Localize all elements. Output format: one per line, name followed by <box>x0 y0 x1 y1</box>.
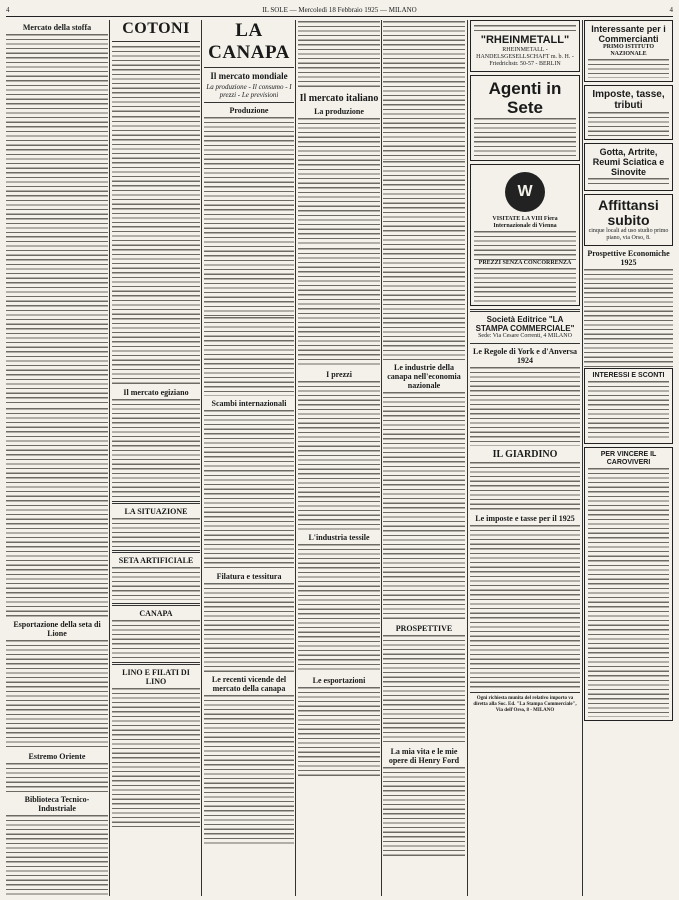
section-heading: Biblioteca Tecnico-Industriale <box>24 795 90 813</box>
article-text <box>298 20 380 90</box>
article-text <box>6 33 108 233</box>
ad-title: VISITATE LA VIII Fiera Internazionale di Vienna <box>492 216 558 229</box>
section-heading: CANAPA <box>139 609 173 618</box>
ad-title: Interessante per i Commercianti <box>591 24 666 44</box>
section-heading: Le industrie della canapa nell'economia nazionale <box>387 363 461 390</box>
column-3 <box>204 20 294 896</box>
article-text <box>298 543 380 673</box>
ad-subtitle: PRIMO ISTITUTO NAZIONALE <box>602 44 655 57</box>
book-title: IL GIARDINO <box>492 449 558 460</box>
market-report <box>112 398 200 498</box>
section-title: LA CANAPA <box>208 20 290 63</box>
section-heading: Il mercato egiziano <box>123 388 189 397</box>
article-text <box>298 380 380 530</box>
fair-logo: W <box>505 172 545 212</box>
section-heading: LA SITUAZIONE <box>124 507 188 516</box>
price-table <box>112 45 200 115</box>
article-text <box>298 117 380 247</box>
section-heading: Le esportazioni <box>312 676 366 685</box>
article-text <box>383 160 465 360</box>
section-title: COTONI <box>122 20 190 37</box>
ad-title: "RHEINMETALL" <box>480 34 570 46</box>
article-text <box>204 582 294 672</box>
ad-title: INTERESSI E SCONTI <box>592 372 665 379</box>
advertisement <box>584 447 673 721</box>
ad-subtitle: PREZZI SENZA CONCORRENZA <box>478 260 572 266</box>
advertisement <box>470 75 580 161</box>
column-5 <box>383 20 465 896</box>
article-text <box>383 391 465 621</box>
page-number: 4 <box>6 6 10 14</box>
section-heading: L'industria tessile <box>308 533 370 542</box>
advertisement <box>584 20 673 82</box>
article-text <box>298 686 380 776</box>
order-notice: Ogni richiesta munita del relativo importo va diretta alla Soc. Ed. "La Stampa Commerciale", Via dell'Orso, 8 - MILANO <box>473 696 577 713</box>
publisher-address: Sede: Via Cesare Correnti, 4 MILANO <box>478 333 572 339</box>
column-rule <box>295 20 296 896</box>
price-table <box>112 115 200 225</box>
ad-subtitle: RHEINMETALL - HANDELSGESELLSCHAFT m. b. H. - Friedrichstr. 50-57 - BERLIN <box>476 47 574 67</box>
statistics-table <box>204 469 294 569</box>
newspaper-page <box>6 4 673 896</box>
statistics-table <box>6 639 108 749</box>
market-report <box>112 687 200 827</box>
section-heading: Le recenti vicende del mercato della canapa <box>211 675 287 693</box>
article-text <box>6 407 108 617</box>
market-report <box>112 225 200 385</box>
column-rule <box>381 20 382 896</box>
section-heading: Estremo Oriente <box>28 752 86 761</box>
book-title: Le Regole di York e d'Anversa 1924 <box>473 347 577 365</box>
section-heading: LINO E FILATI DI LINO <box>122 668 190 686</box>
book-description <box>470 461 580 511</box>
column-rule <box>582 20 583 896</box>
ad-subtitle: cinque locali ad uso studio primo piano, via Orso, 8. <box>588 228 669 241</box>
column-7 <box>584 20 673 896</box>
article-text <box>298 307 380 367</box>
article-title: Mercato della stoffa <box>22 23 92 32</box>
statistics-table <box>383 80 465 160</box>
ad-title: Imposte, tasse, tributi <box>592 89 665 111</box>
column-rule <box>109 20 110 896</box>
statistics-table <box>6 235 108 405</box>
section-heading: La produzione <box>314 107 364 116</box>
column-rule <box>201 20 202 896</box>
book-description <box>470 366 580 446</box>
advertisement <box>470 20 580 72</box>
column-6 <box>470 20 580 896</box>
section-heading: I prezzi <box>326 370 352 379</box>
article-text <box>383 634 465 744</box>
article-text <box>204 116 294 316</box>
article-text <box>383 20 465 80</box>
article-title: Il mercato italiano <box>299 93 379 104</box>
article-text <box>204 694 294 844</box>
advertisement <box>584 194 673 246</box>
advertisement <box>584 143 673 191</box>
paper-title: IL SOLE — Mercoledì 18 Febbraio 1925 — MILANO <box>262 6 417 14</box>
ad-title: Agenti in Sete <box>488 79 562 117</box>
article-kicker: La produzione - Il consumo - I prezzi - Le previsioni <box>206 83 292 99</box>
article-title: Il mercato mondiale <box>210 71 288 81</box>
column-rule <box>467 20 468 896</box>
page-number-right: 4 <box>669 6 673 14</box>
book-description <box>470 524 580 689</box>
column-2 <box>112 20 200 896</box>
publisher-title: Società Editrice "LA STAMPA COMMERCIALE" <box>475 315 575 333</box>
ad-title: PER VINCERE IL CAROVIVERI <box>600 451 657 466</box>
section-heading: Produzione <box>229 106 269 115</box>
book-title: Prospettive Economiche 1925 <box>587 249 670 267</box>
book-title: Le imposte e tasse per il 1925 <box>475 514 575 523</box>
advertisement <box>470 164 580 306</box>
book-description <box>584 268 673 368</box>
section-heading: La mia vita e le mie opere di Henry Ford <box>388 747 460 765</box>
section-heading: PROSPETTIVE <box>395 624 453 633</box>
column-1 <box>6 20 108 896</box>
market-report <box>112 619 200 659</box>
column-4 <box>298 20 380 896</box>
advertisement <box>584 368 673 444</box>
ad-title: Gotta, Artrite, Reumi Sciatica e Sinovite <box>592 147 665 177</box>
article-text <box>112 517 200 547</box>
statistics-table <box>298 247 380 307</box>
section-heading: Esportazione della seta di Lione <box>13 620 101 638</box>
masthead <box>6 4 673 17</box>
section-heading: Filatura e tessitura <box>216 572 282 581</box>
market-report <box>112 566 200 600</box>
article-text <box>6 814 108 896</box>
advertisement <box>584 85 673 140</box>
article-text <box>6 762 108 792</box>
section-heading: SETA ARTIFICIALE <box>118 556 194 565</box>
article-text <box>204 409 294 469</box>
statistics-table <box>204 316 294 396</box>
section-heading: Scambi internazionali <box>211 399 287 408</box>
ad-title: Affittansi subito <box>598 197 659 228</box>
article-text <box>383 766 465 856</box>
